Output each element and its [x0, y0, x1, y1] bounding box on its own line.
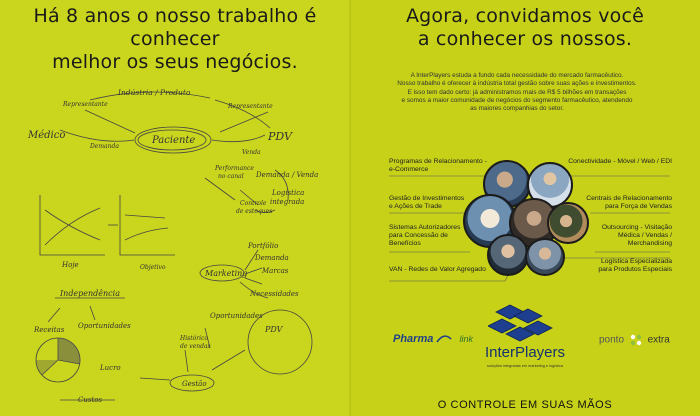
sketch-venda: Venda	[242, 149, 261, 156]
sketch-representante-left: Representante	[63, 101, 108, 108]
feature-text: Benefícios	[389, 240, 421, 248]
left-headline-line-2: melhor os seus negócios.	[52, 51, 298, 73]
feature-text: Gestão de Investimentos	[389, 195, 465, 202]
pontoextra-dots-icon	[629, 333, 643, 347]
feature-text: Logística Especializada	[600, 258, 672, 265]
feature-text: Programas de Relacionamento -	[389, 158, 487, 165]
feature-text: VAN - Redes de Valor Agregado	[389, 266, 486, 273]
feature-text: para Produtos Especiais	[598, 266, 672, 274]
sketch-de-estoques: de estoques	[236, 208, 273, 215]
sketch-industria: Indústria / Produto	[118, 88, 191, 97]
business-sketch	[0, 70, 350, 416]
sketch-receitas: Receitas	[34, 326, 65, 334]
sketch-medico: Médico	[28, 130, 66, 141]
feature-text: Merchandising	[627, 240, 672, 248]
right-headline	[350, 5, 700, 51]
photo-meeting	[487, 234, 529, 276]
photo-handshake	[525, 238, 565, 276]
left-headline-line-1: Há 8 anos o nosso trabalho é conhecer	[33, 5, 317, 50]
feature-text: Conectividade - Móvel / Web / EDI	[568, 158, 672, 165]
intro-line: A InterPlayers estuda a fundo cada necessidade do mercado farmacêutico.	[410, 72, 624, 79]
sketch-oportunidades: Oportunidades	[78, 322, 131, 330]
feature-text: Médica / Vendas /	[617, 232, 672, 240]
right-headline-line-2: a conhecer os nossos.	[417, 28, 633, 50]
photo-cluster	[463, 158, 589, 274]
feature-text: para Força de Vendas	[605, 203, 672, 211]
feature-text: Sistemas Autorizadores	[389, 224, 461, 231]
pharmalink-swoosh-icon	[436, 334, 452, 344]
sketch-demanda: Demanda	[90, 143, 119, 150]
pharmalink-logo	[393, 333, 473, 345]
extra-text: extra	[647, 334, 670, 346]
sketch-custos: Custos	[78, 396, 103, 404]
sketch-gestao: Gestão	[182, 380, 207, 388]
sketch-paciente: Paciente	[152, 135, 196, 146]
sketch-integrada: integrada	[270, 198, 305, 206]
feature-text: Centrais de Relacionamento	[586, 195, 672, 202]
sketch-logistica: Logística	[272, 189, 305, 197]
sketch-objetivo: Objetivo	[140, 264, 166, 271]
intro-paragraph	[372, 72, 662, 113]
right-headline-line-1: Agora, convidamos você	[405, 5, 645, 27]
sketch-marcas: Marcas	[262, 267, 289, 275]
tagline: O CONTROLE EM SUAS MÃOS	[437, 399, 613, 411]
interplayers-name: InterPlayers	[484, 344, 566, 361]
intro-line: as maiores companhias do setor.	[470, 105, 564, 113]
sketch-pdv-2: PDV	[265, 325, 283, 334]
sketch-representante-right: Representante	[228, 103, 273, 110]
left-headline	[0, 5, 350, 74]
sketch-hoje: Hoje	[62, 261, 79, 269]
sketch-no-canal: no canal	[218, 173, 244, 180]
interplayers-subtitle: soluções integradas em marketing e logística	[487, 364, 563, 368]
sketch-necessidades: Necessidades	[250, 290, 299, 298]
sketch-pdv: PDV	[268, 130, 292, 143]
photo-warehouse	[547, 202, 589, 244]
sketch-de-vendas: de vendas	[180, 343, 211, 350]
intro-line: Nosso trabalho é oferecer à indústria total gestão sobre suas ações e investimentos.	[397, 80, 637, 88]
feature-text: e-Commerce	[389, 166, 429, 174]
intro-line: E isso tem dado certo: já administramos mais de R$ 5 bilhões em transações	[407, 88, 627, 96]
sketch-portfolio: Portfólio	[248, 242, 279, 250]
sketch-historico: Histórico	[180, 335, 209, 342]
ponto-text: ponto	[599, 334, 625, 346]
sketch-demanda-2: Demanda	[255, 254, 289, 262]
sketch-lucro: Lucro	[100, 364, 121, 372]
sketch-independencia: Independência	[60, 289, 120, 298]
sketch-marketing: Marketing	[205, 269, 248, 278]
feature-text: e Ações de Trade	[389, 203, 442, 211]
pontoextra-logo	[599, 333, 670, 347]
feature-text: Outsourcing - Visitação	[601, 224, 672, 231]
sketch-performance: Performance	[215, 165, 254, 172]
sketch-demanda-venda: Demanda / Venda	[256, 171, 319, 179]
link-text: link	[459, 334, 473, 344]
sketch-controle: Controle	[240, 200, 267, 207]
interplayers-mark-icon	[488, 303, 558, 345]
intro-line: e somos a maior comunidade de negócios do segmento farmacêutico, atendendo	[401, 96, 633, 104]
sketch-oportunidades-2: Oportunidades	[210, 312, 263, 320]
feature-text: para Concessão de	[389, 232, 448, 240]
pharma-text: Pharma	[393, 333, 434, 345]
